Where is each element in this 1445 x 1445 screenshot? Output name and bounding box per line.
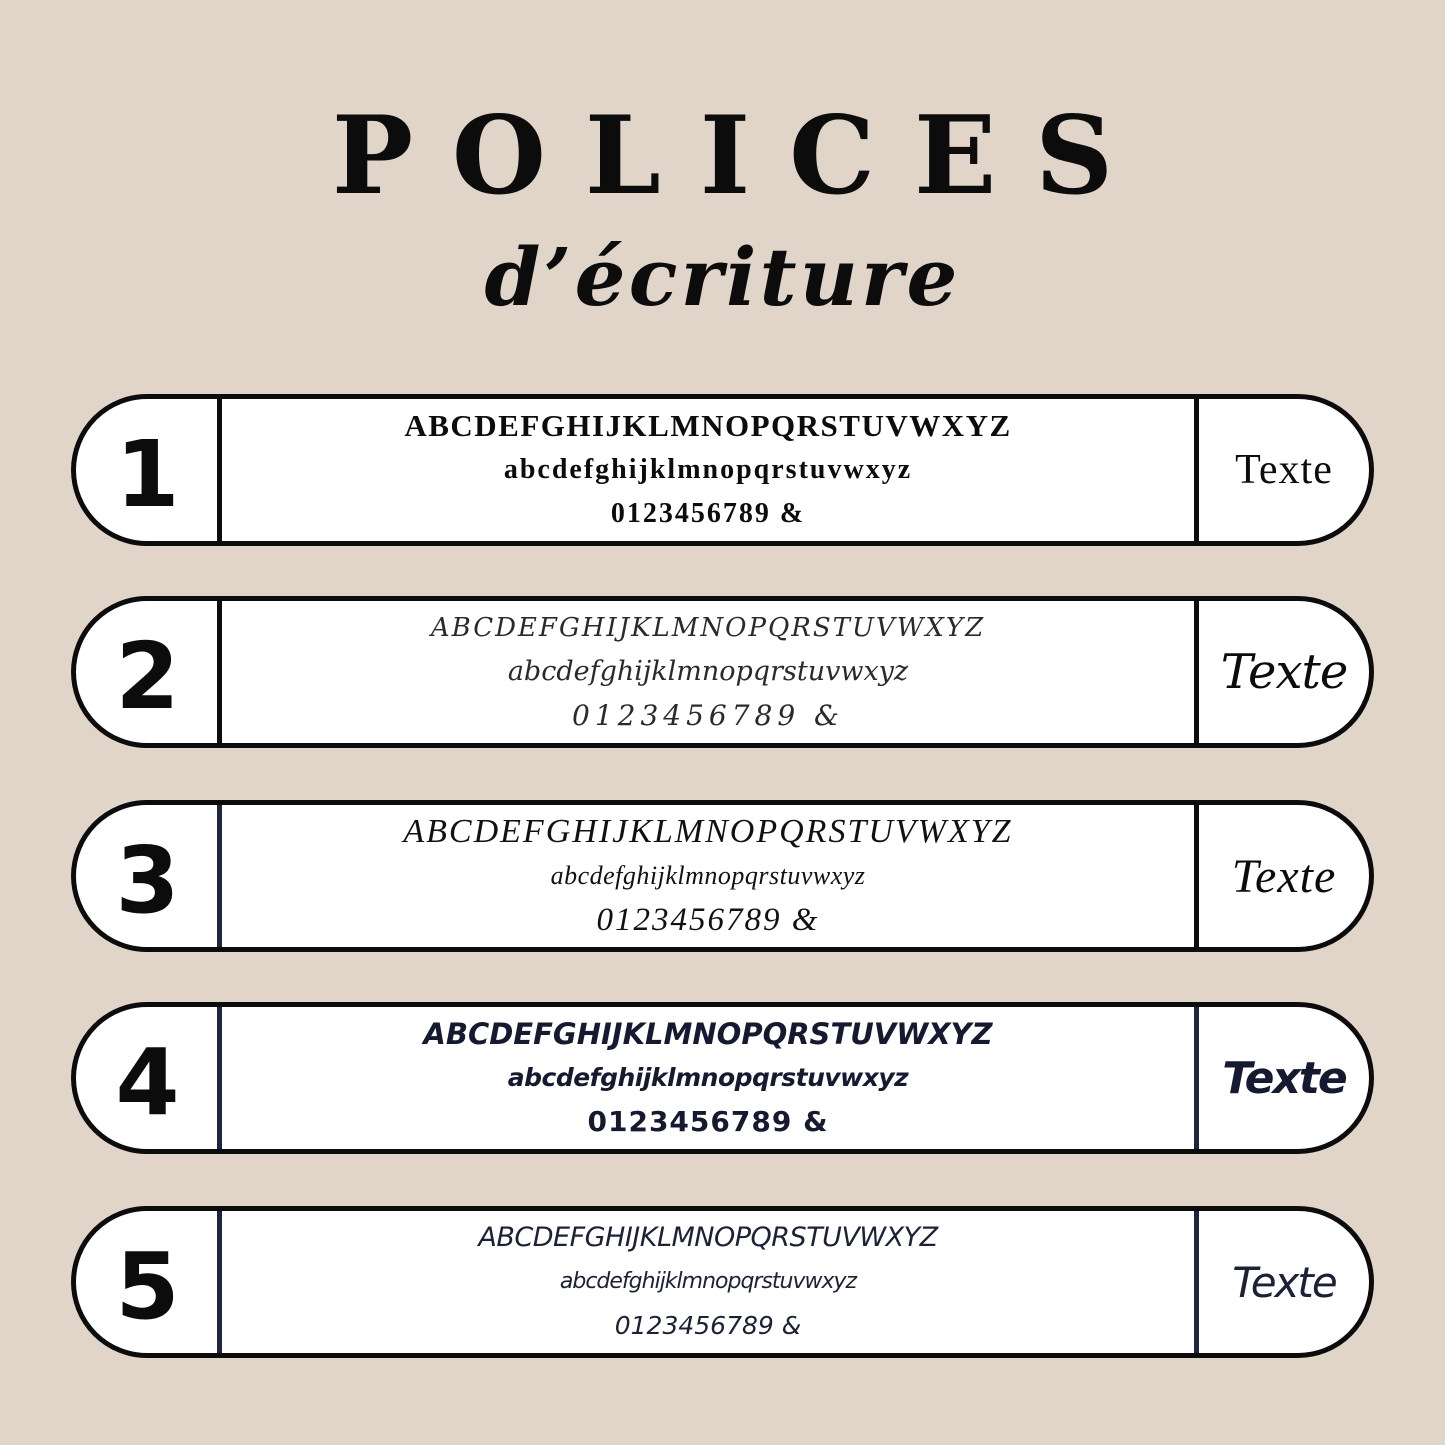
font-preview: Texte: [1220, 644, 1348, 700]
font-preview: Texte: [1231, 849, 1337, 903]
digits-sample: 0123456789 &: [610, 498, 806, 529]
font-sample: [222, 1007, 1194, 1149]
font-number: 1: [115, 420, 180, 528]
page-subtitle: d’écriture: [484, 230, 961, 324]
font-number: 3: [115, 826, 180, 934]
font-number: 5: [115, 1232, 180, 1340]
font-number: 4: [115, 1028, 180, 1136]
font-preview: Texte: [1235, 447, 1333, 493]
lowercase-sample: abcdefghijklmnopqrstuvwxyz: [503, 454, 913, 485]
font-sample: [222, 601, 1194, 743]
font-preview: Texte: [1232, 1257, 1336, 1307]
font-option-2[interactable]: [71, 596, 1374, 748]
uppercase-sample: ABCDEFGHIJKLMNOPQRSTUVWXYZ: [403, 813, 1013, 850]
font-sample: [222, 1211, 1194, 1353]
digits-sample: 0123456789 &: [587, 1105, 829, 1138]
lowercase-sample: abcdefghijklmnopqrstuvwxyz: [559, 1269, 857, 1294]
font-option-1[interactable]: [71, 394, 1374, 546]
digits-sample: 0123456789 &: [572, 699, 844, 732]
font-option-3[interactable]: [71, 800, 1374, 952]
font-option-5[interactable]: [71, 1206, 1374, 1358]
font-sample: [222, 399, 1194, 541]
font-preview: Texte: [1222, 1052, 1346, 1104]
page-title: POLICES: [331, 93, 1153, 219]
uppercase-sample: ABCDEFGHIJKLMNOPQRSTUVWXYZ: [404, 408, 1012, 443]
uppercase-sample: ABCDEFGHIJKLMNOPQRSTUVWXYZ: [478, 1222, 938, 1253]
digits-sample: 0123456789 &: [614, 1311, 802, 1340]
lowercase-sample: abcdefghijklmnopqrstuvwxyz: [507, 1063, 909, 1092]
font-option-4[interactable]: [71, 1002, 1374, 1154]
font-number: 2: [115, 622, 180, 730]
font-sample: [222, 805, 1194, 947]
uppercase-sample: ABCDEFGHIJKLMNOPQRSTUVWXYZ: [430, 613, 986, 643]
lowercase-sample: abcdefghijklmnopqrstuvwxyz: [550, 861, 866, 890]
digits-sample: 0123456789 &: [596, 902, 820, 938]
lowercase-sample: abcdefghijklmnopqrstuvwxyz: [507, 656, 909, 687]
uppercase-sample: ABCDEFGHIJKLMNOPQRSTUVWXYZ: [423, 1017, 993, 1051]
